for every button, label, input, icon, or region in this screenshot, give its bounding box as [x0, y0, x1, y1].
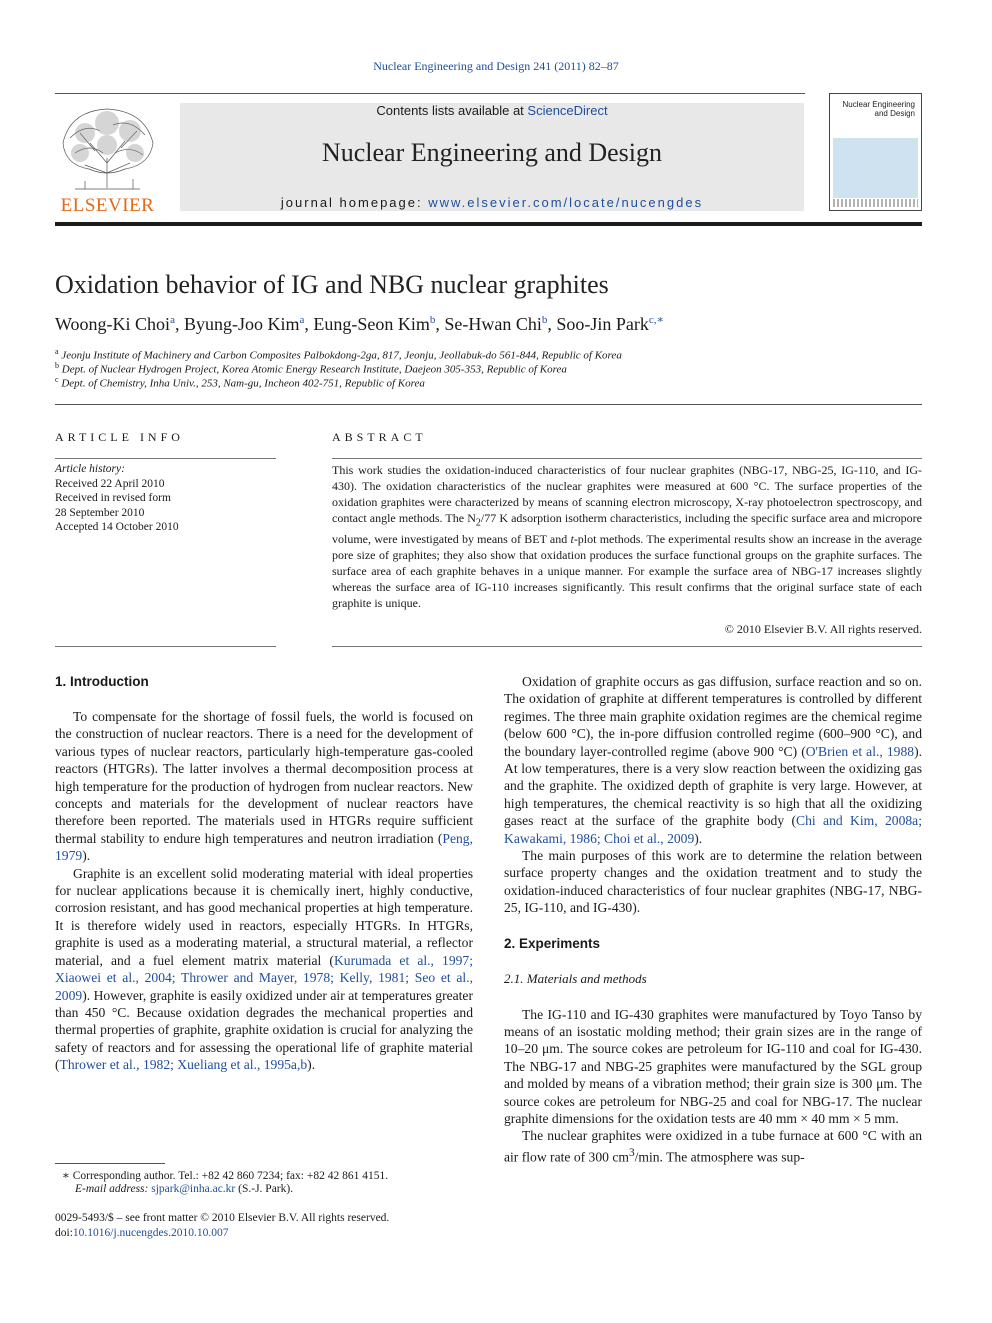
author-list: [55, 313, 664, 335]
left-column: [55, 708, 473, 1074]
email-note: E-mail address: sjpark@inha.ac.kr (S.-J. Park).: [75, 1183, 294, 1195]
ref-group-1[interactable]: Kurumada et al., 1997; Xiaowei et al., 2004; Thrower and Mayer, 1978; Kelly, 1981; Seo et al., 2009: [55, 952, 473, 1003]
affiliation-b: $^b$ Dept. of Nuclear Hydrogen Project, Korea Atomic Energy Research Institute, Daejeon 305-353, Republic of Korea: [55, 361, 567, 376]
sciencedirect-link[interactable]: ScienceDirect: [527, 103, 608, 118]
affiliation-c: $^c$ Dept. of Chemistry, Inha Univ., 253, Nam-gu, Incheon 402-751, Republic of Korea: [55, 375, 425, 390]
right-paragraph-4: The nuclear graphites were oxidized in a tube furnace at 600 °C with an air flow rate of 300 $cm^3/\min$. The atmosphere was sup-: [504, 1128, 922, 1165]
affiliation-a: $^a$ Jeonju Institute of Machinery and Carbon Composites Palbokdong-2ga, 817, Jeonju, Jeollabuk-do 561-844, Republic of Korea: [55, 347, 622, 362]
title-block-rule: [55, 404, 922, 405]
article-info-bottom-rule: [55, 646, 276, 647]
abstract-text: This work studies the oxidation-induced characteristics of four nuclear graphites (NBG-17, NBG-25, IG-110, and IG-430). The oxidation characteristics of the nuclear graphites were measured at 600 °C. The surface properties of the oxidation graphites were characterized by means of scanning electron microscopy, X-ray photoelectron spectroscopy, and contact angle methods. The $N_2/77$ K adsorption isotherm characteristics, including the specific surface area and micropore volume, were investigated by means of BET and t-plot methods. The experimental results show an increase in the average pore size of graphites; they also show that oxidation produces the surface functional groups on the graphite surfaces. The surface area of each graphite behaves in a unique manner. For example the surface area of NBG-17 increases slightly whereas the surface area of IG-110 increases significantly. This result confirms that the original surface state of each graphite is unique.: [332, 463, 922, 611]
ref-obrien-1988[interactable]: O'Brien et al., 1988: [805, 743, 915, 759]
cover-title-line-2: and Design: [874, 109, 915, 118]
journal-cover-thumbnail[interactable]: [829, 93, 922, 211]
abstract-copyright: © 2010 Elsevier B.V. All rights reserved.: [724, 622, 922, 636]
contents-line: [180, 103, 804, 118]
experiments-heading: 2. Experiments: [504, 935, 601, 951]
right-paragraph-3: The IG-110 and IG-430 graphites were manufactured by Toyo Tanso by means of an isostatic molding method; their grain sizes are in the range of 10–20 μm. The source cokes are petroleum for IG-110 and coal for IG-430. The NBG-17 and NBG-25 graphites were manufactured by the SGL group and molded by means of a vibration method; their grain size is 300 μm. The source cokes are petroleum for NBG-25 and coal for NBG-17. The nuclear graphite dimensions for the oxidation tests are 40 mm × 40 mm × 5 mm.: [504, 1006, 922, 1126]
ref-group-2[interactable]: Thrower et al., 1982; Xueliang et al., 1995a,b: [59, 1057, 308, 1073]
issn-line: 0029-5493/$ – see front matter © 2010 Elsevier B.V. All rights reserved.: [55, 1212, 390, 1224]
abstract-bottom-rule: [332, 646, 922, 647]
article-history: [55, 462, 179, 535]
author-2[interactable]: Byung-Joo Kim$^a$,: [183, 314, 314, 334]
corresponding-author-note: ∗ Corresponding author. Tel.: +82 42 860 7234; fax: +82 42 861 4151.: [62, 1170, 389, 1182]
article-info-heading: ARTICLE INFO: [55, 430, 184, 444]
cover-title-line-1: Nuclear Engineering: [842, 100, 915, 109]
homepage-link[interactable]: www.elsevier.com/locate/nucengdes: [428, 195, 704, 210]
ref-group-3[interactable]: Chi and Kim, 2008a; Kawakami, 1986; Choi et al., 2009: [504, 813, 922, 846]
history-revised-date: 28 September 2010: [55, 506, 145, 519]
history-received: Received 22 April 2010: [55, 477, 165, 490]
history-label: Article history:: [55, 463, 125, 475]
elsevier-logo: [55, 103, 160, 216]
journal-title: Nuclear Engineering and Design: [321, 138, 663, 167]
author-5[interactable]: Soo-Jin Park$^{c,∗}$: [556, 314, 664, 334]
intro-paragraph-2: Graphite is an excellent solid moderating material with ideal properties for nuclear applications because it is chemically inert, highly conductive, corrosion resistant, and has good mechanical properties at high temperature. It is therefore widely used in reactors, especially HTGRs. In HTGRs, graphite is used as a moderating material, a structural material, a reflector material, and a fuel element matrix material (Kurumada et al., 1997; Xiaowei et al., 2004; Thrower and Mayer, 1978; Kelly, 1981; Seo et al., 2009). However, graphite is easily oxidized under air at temperatures greater than 450 °C. Because oxidation degrades the mechanical properties and thermal properties of graphite, graphite oxidation is crucial for analyzing the safety of reactors and for assessing the operational life of graphite material (Thrower et al., 1982; Xueliang et al., 1995a,b).: [55, 865, 473, 1073]
materials-methods-heading: 2.1. Materials and methods: [504, 971, 647, 987]
ref-peng-1979[interactable]: Peng, 1979: [55, 830, 473, 864]
publisher-name: ELSEVIER: [60, 195, 155, 216]
right-paragraph-1: Oxidation of graphite occurs as gas diffusion, surface reaction and so on. The oxidation of graphite at different temperatures is controlled by different regimes. The three main graphite oxidation regimes are the chemical regime (below 600 °C), the in-pore diffusion controlled regime (600–900 °C), and the boundary layer-controlled regime (above 900 °C) (O'Brien et al., 1988). At low temperatures, there is a very slow reaction between the oxidizing gas and the graphite. The oxidized depth of graphite is very large. However, at high temperatures, the chemical reactivity is so high that all the oxidizing gases react at the surface of the graphite body (Chi and Kim, 2008a; Kawakami, 1986; Choi et al., 2009).: [504, 674, 922, 846]
header-rule: [55, 93, 805, 94]
abstract-rule: [332, 458, 922, 459]
cover-footer: [833, 199, 918, 207]
contents-prefix: Contents lists available at: [376, 103, 528, 118]
doi-link[interactable]: 10.1016/j.nucengdes.2010.10.007: [72, 1227, 229, 1239]
header-thick-rule: [55, 222, 922, 226]
homepage-prefix: journal homepage:: [280, 195, 429, 210]
intro-paragraph-1: To compensate for the shortage of fossil fuels, the world is focused on the construction of nuclear reactors. There is a need for the development of various types of nuclear reactors, particularly high-temperature gas-cooled reactors (HTGRs). The latter involves a thermal decomposition process at high temperature for the production of hydrogen from nuclear reactors. New concepts and materials for the development of nuclear reactors have therefore been reported. The materials used in HTGRs require sufficient thermal stability to endure high temperatures and neutron irradiation (Peng, 1979).: [55, 709, 473, 864]
author-1[interactable]: Woong-Ki Choi$^a$,: [55, 314, 184, 334]
cover-image: [833, 138, 918, 198]
doi-line: doi:10.1016/j.nucengdes.2010.10.007: [55, 1227, 229, 1239]
article-info-rule: [55, 458, 276, 459]
history-accepted: Accepted 14 October 2010: [55, 521, 179, 533]
right-column: [504, 673, 922, 1166]
introduction-heading: 1. Introduction: [55, 674, 149, 689]
author-4[interactable]: Se-Hwan Chi$^b$,: [444, 314, 557, 334]
abstract-heading: ABSTRACT: [332, 430, 427, 444]
right-paragraph-2: The main purposes of this work are to determine the relation between surface property changes and the oxidation treatment and to study the oxidation-induced characteristics of four nuclear graphites (NBG-17, NBG-25, IG-110, and IG-430).: [504, 848, 922, 916]
cover-title: [843, 100, 916, 118]
history-revised: Received in revised form: [55, 492, 171, 504]
journal-citation[interactable]: Nuclear Engineering and Design 241 (2011) 82–87: [373, 59, 619, 73]
article-title: Oxidation behavior of IG and NBG nuclear graphites: [55, 270, 609, 299]
author-3[interactable]: Eung-Seon Kim$^b$,: [313, 314, 445, 334]
email-link[interactable]: sjpark@inha.ac.kr: [151, 1183, 236, 1195]
footnote-rule: [55, 1163, 165, 1164]
journal-homepage: [180, 195, 804, 210]
